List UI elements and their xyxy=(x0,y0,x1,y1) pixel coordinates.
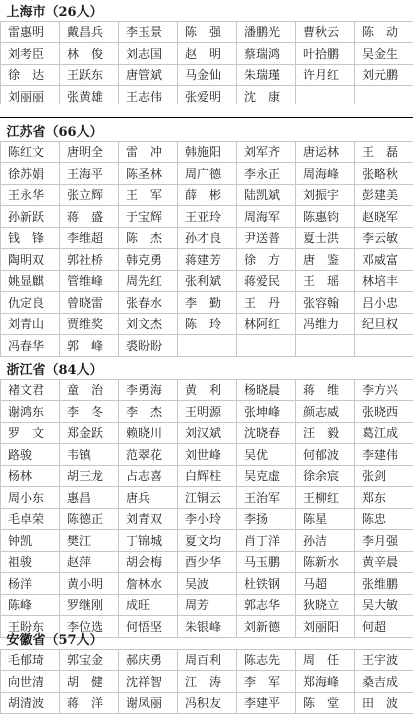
name-cell: 孙才良 xyxy=(178,227,237,249)
name-cell: 谢凤丽 xyxy=(119,692,178,714)
name-row xyxy=(1,401,413,423)
name-cell: 吴波 xyxy=(178,573,237,595)
name-cell: 孙新跃 xyxy=(1,206,60,228)
name-cell: 李 杰 xyxy=(119,401,178,423)
name-cell: 刘元鹏 xyxy=(355,64,413,86)
name-cell: 王宇波 xyxy=(355,649,413,671)
name-cell: 刘丽阳 xyxy=(296,616,355,638)
name-cell: 何郁波 xyxy=(296,444,355,466)
name-cell: 李建平 xyxy=(237,692,296,714)
name-cell: 李 勤 xyxy=(178,292,237,314)
name-cell: 张坤峰 xyxy=(237,401,296,423)
name-cell: 彭建美 xyxy=(355,184,413,206)
name-cell: 徐 方 xyxy=(237,249,296,271)
name-cell: 邓威富 xyxy=(355,249,413,271)
name-cell: 褚文君 xyxy=(1,379,60,401)
name-cell: 郑海峰 xyxy=(296,671,355,693)
name-cell: 陶明双 xyxy=(1,249,60,271)
name-cell: 王 军 xyxy=(119,184,178,206)
name-cell: 陈星 xyxy=(296,508,355,530)
name-cell: 李小玲 xyxy=(178,508,237,530)
name-cell: 张容翰 xyxy=(296,292,355,314)
name-cell: 朱瑞瑾 xyxy=(237,64,296,86)
name-cell: 沈 康 xyxy=(237,86,296,108)
name-cell: 王 丹 xyxy=(237,292,296,314)
province-table xyxy=(0,120,413,357)
page-break xyxy=(0,104,413,120)
name-row xyxy=(1,292,413,314)
name-cell: 周广德 xyxy=(178,163,237,185)
name-cell: 刘考臣 xyxy=(1,43,60,65)
name-cell: 郑东 xyxy=(355,487,413,509)
province-table xyxy=(0,628,413,714)
name-cell: 于宝辉 xyxy=(119,206,178,228)
name-cell: 陈 堂 xyxy=(296,692,355,714)
name-cell: 樊江 xyxy=(60,530,119,552)
name-cell: 李玉景 xyxy=(119,21,178,43)
province-heading: 上海市（26人） xyxy=(1,0,413,21)
name-cell: 贾维奖 xyxy=(60,313,119,335)
name-cell: 李方兴 xyxy=(355,379,413,401)
name-cell: 李建伟 xyxy=(355,444,413,466)
name-cell: 颜志威 xyxy=(296,401,355,423)
name-cell: 张晓西 xyxy=(355,401,413,423)
name-cell: 毛卓荣 xyxy=(1,508,60,530)
name-cell: 蒋建芳 xyxy=(178,249,237,271)
name-row xyxy=(1,379,413,401)
name-cell: 刘新德 xyxy=(237,616,296,638)
name-cell: 赵萍 xyxy=(60,551,119,573)
name-cell: 钱 锋 xyxy=(1,227,60,249)
name-cell: 丁锦城 xyxy=(119,530,178,552)
name-row xyxy=(1,444,413,466)
name-cell: 罗 文 xyxy=(1,422,60,444)
name-cell: 蒋 洋 xyxy=(60,692,119,714)
name-cell: 郭志华 xyxy=(237,594,296,616)
name-row xyxy=(1,594,413,616)
name-cell: 周海军 xyxy=(237,206,296,228)
name-cell: 葛江成 xyxy=(355,422,413,444)
name-cell: 赵晓军 xyxy=(355,206,413,228)
name-row xyxy=(1,530,413,552)
name-cell: 陈峰 xyxy=(1,594,60,616)
name-cell xyxy=(296,335,355,357)
name-cell: 唐明全 xyxy=(60,141,119,163)
province-table xyxy=(0,358,413,638)
name-cell: 李云敏 xyxy=(355,227,413,249)
name-cell: 陈惠钧 xyxy=(296,206,355,228)
name-cell: 蒋爱民 xyxy=(237,270,296,292)
name-row xyxy=(1,313,413,335)
name-cell: 李月强 xyxy=(355,530,413,552)
name-cell: 雷 冲 xyxy=(119,141,178,163)
name-cell: 王跃东 xyxy=(60,64,119,86)
name-cell: 雷惠明 xyxy=(1,21,60,43)
name-row xyxy=(1,487,413,509)
name-cell: 张利斌 xyxy=(178,270,237,292)
name-cell: 刘军齐 xyxy=(237,141,296,163)
name-cell: 赵 明 xyxy=(178,43,237,65)
name-cell: 蔡瑞鸿 xyxy=(237,43,296,65)
name-cell: 唐 鉴 xyxy=(296,249,355,271)
name-row xyxy=(1,551,413,573)
name-cell: 酉少华 xyxy=(178,551,237,573)
province-heading: 浙江省（84人） xyxy=(1,358,413,379)
name-cell: 江铜云 xyxy=(178,487,237,509)
name-cell: 冯积友 xyxy=(178,692,237,714)
name-cell: 胡会梅 xyxy=(119,551,178,573)
name-row xyxy=(1,573,413,595)
name-cell: 夏士洪 xyxy=(296,227,355,249)
name-cell: 周 任 xyxy=(296,649,355,671)
name-row xyxy=(1,249,413,271)
name-cell: 周芳 xyxy=(178,594,237,616)
name-cell: 胡 健 xyxy=(60,671,119,693)
name-cell: 惠昌 xyxy=(60,487,119,509)
name-row xyxy=(1,163,413,185)
name-cell: 王盼东 xyxy=(1,616,60,638)
name-row xyxy=(1,692,413,714)
name-cell: 韩克勇 xyxy=(119,249,178,271)
name-cell: 范翠花 xyxy=(119,444,178,466)
name-cell: 占志喜 xyxy=(119,465,178,487)
name-row xyxy=(1,335,413,357)
name-cell: 韩施阳 xyxy=(178,141,237,163)
name-cell: 林培丰 xyxy=(355,270,413,292)
name-cell: 张爱明 xyxy=(178,86,237,108)
name-cell: 刘文杰 xyxy=(119,313,178,335)
name-cell: 戴昌兵 xyxy=(60,21,119,43)
name-cell: 黄小明 xyxy=(60,573,119,595)
name-cell: 罗继刚 xyxy=(60,594,119,616)
name-cell: 何超 xyxy=(355,616,413,638)
name-cell: 王 瑶 xyxy=(296,270,355,292)
name-cell: 陈 强 xyxy=(178,21,237,43)
province-heading: 安徽省（57人） xyxy=(1,628,413,649)
name-cell: 刘青山 xyxy=(1,313,60,335)
name-cell: 王海平 xyxy=(60,163,119,185)
name-cell: 沈晓春 xyxy=(237,422,296,444)
name-cell: 徐余宸 xyxy=(296,465,355,487)
name-cell: 詹林水 xyxy=(119,573,178,595)
name-cell: 马超 xyxy=(296,573,355,595)
name-cell: 冯维力 xyxy=(296,313,355,335)
name-row xyxy=(1,671,413,693)
name-cell: 毛郁琦 xyxy=(1,649,60,671)
name-cell: 曾晓雷 xyxy=(60,292,119,314)
name-cell: 李扬 xyxy=(237,508,296,530)
name-cell: 仇定良 xyxy=(1,292,60,314)
name-cell: 吴金生 xyxy=(355,43,413,65)
name-row xyxy=(1,422,413,444)
name-cell: 胡三龙 xyxy=(60,465,119,487)
name-cell: 张立辉 xyxy=(60,184,119,206)
province-table xyxy=(0,0,413,108)
name-cell: 陈志先 xyxy=(237,649,296,671)
name-cell: 白辉柱 xyxy=(178,465,237,487)
name-cell: 冯春华 xyxy=(1,335,60,357)
name-cell: 成旺 xyxy=(119,594,178,616)
name-cell: 纪旦权 xyxy=(355,313,413,335)
name-cell: 陈圣林 xyxy=(119,163,178,185)
name-cell: 狄晓立 xyxy=(296,594,355,616)
name-cell: 胡清波 xyxy=(1,692,60,714)
name-cell: 肖丁洋 xyxy=(237,530,296,552)
name-cell: 沈祥智 xyxy=(119,671,178,693)
name-cell: 徐 达 xyxy=(1,64,60,86)
name-cell: 薛 彬 xyxy=(178,184,237,206)
name-cell: 吴大敏 xyxy=(355,594,413,616)
name-cell: 唐管斌 xyxy=(119,64,178,86)
name-cell: 裘盼盼 xyxy=(119,335,178,357)
name-cell: 李永正 xyxy=(237,163,296,185)
name-cell: 郭 峰 xyxy=(60,335,119,357)
name-cell: 李勇海 xyxy=(119,379,178,401)
name-cell: 徐苏娟 xyxy=(1,163,60,185)
name-cell: 谢鸿东 xyxy=(1,401,60,423)
name-cell: 朱银峰 xyxy=(178,616,237,638)
name-cell: 向世清 xyxy=(1,671,60,693)
name-cell: 林 俊 xyxy=(60,43,119,65)
name-cell: 李位选 xyxy=(60,616,119,638)
name-cell: 许月红 xyxy=(296,64,355,86)
name-cell: 孙洁 xyxy=(296,530,355,552)
name-cell: 童 治 xyxy=(60,379,119,401)
name-cell: 吴优 xyxy=(237,444,296,466)
name-cell: 唐运林 xyxy=(296,141,355,163)
name-cell: 李 冬 xyxy=(60,401,119,423)
name-row xyxy=(1,21,413,43)
name-cell: 林阿红 xyxy=(237,313,296,335)
name-row xyxy=(1,270,413,292)
name-cell: 周小东 xyxy=(1,487,60,509)
name-row xyxy=(1,227,413,249)
name-cell: 蒋 盛 xyxy=(60,206,119,228)
name-cell: 陈 杰 xyxy=(119,227,178,249)
name-cell: 王明源 xyxy=(178,401,237,423)
name-cell: 管维峰 xyxy=(60,270,119,292)
name-cell: 郭宝金 xyxy=(60,649,119,671)
name-cell: 周先红 xyxy=(119,270,178,292)
name-cell: 周海峰 xyxy=(296,163,355,185)
name-cell: 王亚玲 xyxy=(178,206,237,228)
name-cell: 王志伟 xyxy=(119,86,178,108)
name-cell: 马金仙 xyxy=(178,64,237,86)
name-row xyxy=(1,465,413,487)
name-cell: 李维超 xyxy=(60,227,119,249)
name-cell: 刘汉斌 xyxy=(178,422,237,444)
name-cell: 王 磊 xyxy=(355,141,413,163)
name-cell: 黄辛晨 xyxy=(355,551,413,573)
name-cell: 陈 动 xyxy=(355,21,413,43)
name-cell: 张剑 xyxy=(355,465,413,487)
name-cell: 汪 毅 xyxy=(296,422,355,444)
name-cell: 郝庆勇 xyxy=(119,649,178,671)
name-cell: 韦镇 xyxy=(60,444,119,466)
name-cell: 潘鹏光 xyxy=(237,21,296,43)
name-cell: 田 波 xyxy=(355,692,413,714)
name-cell: 张春水 xyxy=(119,292,178,314)
name-cell: 杜铁钢 xyxy=(237,573,296,595)
name-cell: 杨洋 xyxy=(1,573,60,595)
name-cell: 黄 利 xyxy=(178,379,237,401)
name-cell: 陈忠 xyxy=(355,508,413,530)
name-cell: 江 涛 xyxy=(178,671,237,693)
name-cell: 杨晓晨 xyxy=(237,379,296,401)
name-cell xyxy=(237,335,296,357)
name-cell: 唐兵 xyxy=(119,487,178,509)
name-cell: 陆凯斌 xyxy=(237,184,296,206)
name-cell: 吕小忠 xyxy=(355,292,413,314)
name-cell: 刘青双 xyxy=(119,508,178,530)
name-cell: 尹送普 xyxy=(237,227,296,249)
name-cell: 夏文均 xyxy=(178,530,237,552)
name-cell: 陈新水 xyxy=(296,551,355,573)
name-row xyxy=(1,206,413,228)
name-cell: 何悟坚 xyxy=(119,616,178,638)
name-cell: 陈红文 xyxy=(1,141,60,163)
name-row xyxy=(1,184,413,206)
name-row xyxy=(1,649,413,671)
name-cell: 张略秋 xyxy=(355,163,413,185)
name-cell: 陈 玲 xyxy=(178,313,237,335)
name-row xyxy=(1,141,413,163)
name-row xyxy=(1,508,413,530)
name-cell: 郑金跃 xyxy=(60,422,119,444)
name-cell: 王柳红 xyxy=(296,487,355,509)
name-cell: 张黄雄 xyxy=(60,86,119,108)
name-cell: 马玉鹏 xyxy=(237,551,296,573)
name-cell: 吴克虚 xyxy=(237,465,296,487)
name-cell: 蒋 维 xyxy=(296,379,355,401)
name-cell xyxy=(355,335,413,357)
name-cell: 李 军 xyxy=(237,671,296,693)
name-cell: 杨林 xyxy=(1,465,60,487)
name-cell: 王永华 xyxy=(1,184,60,206)
province-heading: 江苏省（66人） xyxy=(1,120,413,141)
page-break-rule xyxy=(0,117,413,118)
name-cell: 姚显麒 xyxy=(1,270,60,292)
name-cell: 刘志国 xyxy=(119,43,178,65)
name-cell: 陈德正 xyxy=(60,508,119,530)
name-cell: 张维鹏 xyxy=(355,573,413,595)
name-cell xyxy=(178,335,237,357)
name-cell: 赖晓川 xyxy=(119,422,178,444)
name-cell: 桑吉成 xyxy=(355,671,413,693)
name-cell: 叶拾鹏 xyxy=(296,43,355,65)
name-cell: 路骏 xyxy=(1,444,60,466)
name-cell: 郭社桥 xyxy=(60,249,119,271)
name-cell: 祖骏 xyxy=(1,551,60,573)
name-cell: 周百利 xyxy=(178,649,237,671)
name-cell: 王治军 xyxy=(237,487,296,509)
name-row xyxy=(1,43,413,65)
name-cell: 钟凯 xyxy=(1,530,60,552)
name-cell: 曹秋云 xyxy=(296,21,355,43)
name-cell: 刘丽丽 xyxy=(1,86,60,108)
name-row xyxy=(1,64,413,86)
name-cell: 刘振宇 xyxy=(296,184,355,206)
name-cell: 刘世峰 xyxy=(178,444,237,466)
